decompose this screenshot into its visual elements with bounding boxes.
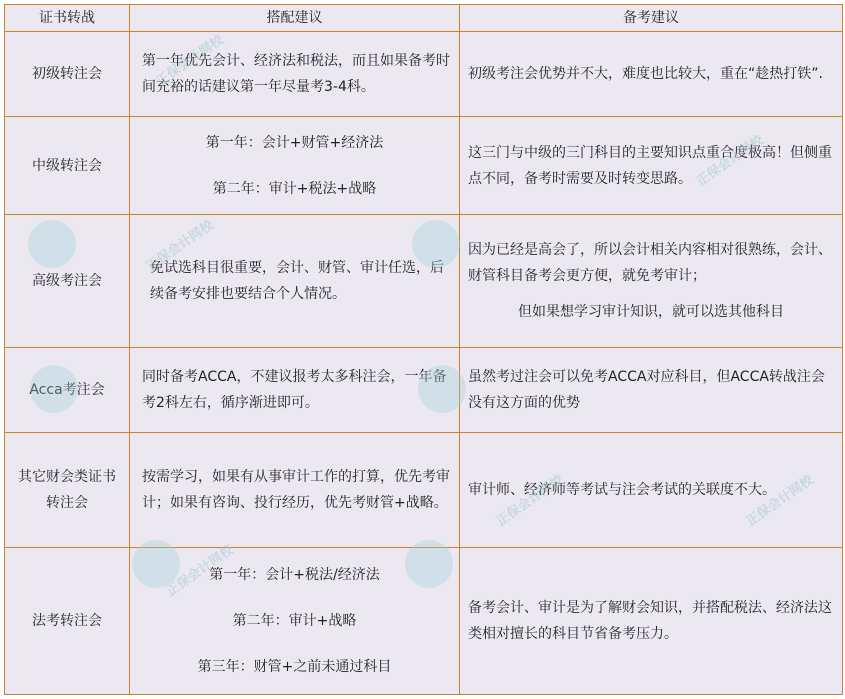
watermark-text: 正保会计网校 [163,542,237,600]
advice-text: 因为已经是高会了，所以会计相关内容相对很熟练，会计、财管科目备考会更方便，就免考审计； [468,242,832,285]
match-cell [130,547,460,694]
advice-cell [460,547,843,694]
path-cell: Acca考注会 [5,348,130,432]
table-row [5,432,843,547]
path-cell: 其它财会类证书转注会 [5,432,130,547]
advice-cell [460,116,843,215]
match-text: 按需学习，如果有从事审计工作的打算，优先考审计；如果有咨询、投行经历，优先考财管+战略。 [142,468,450,511]
match-text: 第一年：会计+财管+经济法 [205,134,384,151]
table-row [5,32,843,116]
match-cell [130,348,460,432]
advice-text: 虽然考过注会可以免考ACCA对应科目，但ACCA转战注会没有这方面的优势 [468,369,825,412]
watermark-text: 正保会计网校 [493,472,567,530]
match-text: 同时备考ACCA，不建议报考太多科注会，一年备考2科左右，循序渐进即可。 [142,369,447,412]
table-row [5,116,843,215]
advice-text: 初级考注会优势并不大，难度也比较大，重在“趁热打铁”. [468,66,823,83]
header-row [5,5,843,32]
match-text: 第一年：会计+税法/经济法 [209,566,380,583]
path-cell: 中级转注会 [5,116,130,215]
advice-text: 审计师、经济师等考试与注会考试的关联度不大。 [468,481,776,498]
match-cell [130,32,460,116]
watermark-text: 正保会计网校 [143,217,217,275]
path-cell: 法考转注会 [5,547,130,694]
watermark-text: 正保会计网校 [743,472,817,530]
match-cell [130,116,460,215]
advice-text: 但如果想学习审计知识，就可以选其他科目 [518,304,784,321]
header-match: 搭配建议 [130,5,460,32]
cpa-transition-table [4,4,843,695]
path-cell: 高级考注会 [5,215,130,348]
table-row [5,547,843,694]
match-text: 免试选科目很重要，会计、财管、审计任选，后续备考安排也要结合个人情况。 [150,260,444,303]
advice-text: 备考会计、审计是为了解财会知识，并搭配税法、经济法这类相对擅长的科目节省备考压力。 [468,599,832,642]
table-row [5,215,843,348]
match-text: 第一年优先会计、经济法和税法，而且如果备考时间充裕的话建议第一年尽量考3-4科。 [142,53,450,96]
header-advice: 备考建议 [460,5,843,32]
match-text: 第三年：财管+之前未通过科目 [197,658,392,675]
header-path: 证书转战 [5,5,130,32]
match-text: 第二年：审计+税法+战略 [212,180,377,197]
advice-cell [460,215,843,348]
table-row [5,348,843,432]
advice-cell [460,348,843,432]
watermark-text: 正保会计网校 [153,32,227,90]
advice-text: 这三门与中级的三门科目的主要知识点重合度极高！但侧重点不同，备考时需要及时转变思路。 [468,144,832,187]
advice-cell [460,432,843,547]
match-cell [130,215,460,348]
advice-cell [460,32,843,116]
match-text: 第二年：审计+战略 [232,612,357,629]
path-cell: 初级转注会 [5,32,130,116]
match-cell [130,432,460,547]
watermark-text: 正保会计网校 [693,132,767,190]
